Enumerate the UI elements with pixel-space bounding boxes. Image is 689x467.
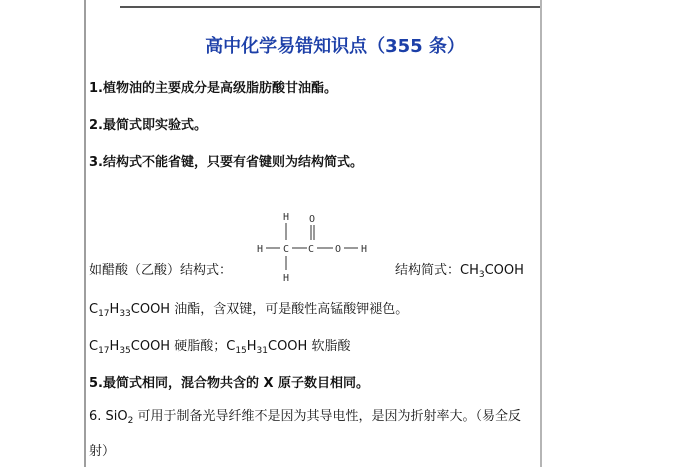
point-5: 5.最简式相同，混合物共含的 X 原子数目相同。 [89,376,370,391]
acetic-simple-formula-line [395,259,524,278]
simple-formula-label: 结构简式： [395,263,461,278]
palmitic-cooh: COOH [268,339,308,354]
acetic-acid-structural-formula [255,208,375,284]
stearic-text: 硬脂酸； [170,339,227,354]
stearic-h-sub: 35 [119,346,131,356]
formula-cooh: COOH [484,263,524,278]
atom-h-hydroxyl: H [361,244,368,255]
point-6-sub: 2 [127,416,134,426]
palmitic-c: C [226,339,236,354]
palmitic-c-sub: 15 [235,346,247,356]
page-top-rule [120,6,540,8]
palmitic-h-sub: 31 [256,346,268,356]
oleic-c: C [89,302,99,317]
acetic-acid-label: 如醋酸（乙酸）结构式： [89,263,233,278]
atom-h-top: H [283,212,290,223]
oleic-c-sub: 17 [98,309,110,319]
formula-sub-3: 3 [478,270,485,280]
point-6-text: 可用于制备光导纤维不是因为其导电性，是因为折射率大。（易全反 [133,409,522,424]
oleic-cooh: COOH [130,302,171,317]
atom-h-left: H [257,244,264,255]
stearic-cooh: COOH [130,339,171,354]
point-4 [89,298,408,317]
atom-o-carbonyl: O [309,214,316,225]
oleic-h: H [109,302,120,317]
atom-o-hydroxyl: O [335,244,342,255]
palmitic-h: H [246,339,257,354]
point-6 [89,405,521,424]
formula-ch: CH [460,263,479,278]
point-4-text: 油酯，含双键，可是酸性高锰酸钾褪色。 [170,302,409,317]
atom-c-carboxyl: C [308,244,315,255]
palmitic-text: 软脂酸 [307,339,351,354]
oleic-h-sub: 33 [119,309,131,319]
point-3: 3.结构式不能省键，只要有省键则为结构简式。 [89,155,363,170]
point-4-fatty-acids [89,335,350,354]
stearic-c-sub: 17 [98,346,110,356]
stearic-h: H [109,339,120,354]
page-left-edge [84,0,86,467]
document-title: 高中化学易错知识点（355 条） [205,36,465,57]
page-right-edge [540,0,542,467]
point-2: 2.最简式即实验式。 [89,118,207,133]
stearic-c: C [89,339,99,354]
atom-c-methyl: C [283,244,290,255]
point-1: 1.植物油的主要成分是高级脂肪酸甘油酯。 [89,81,337,96]
point-6-continuation: 射） [89,444,116,459]
atom-h-bottom: H [283,273,290,284]
point-6-prefix: 6. SiO [89,409,128,424]
